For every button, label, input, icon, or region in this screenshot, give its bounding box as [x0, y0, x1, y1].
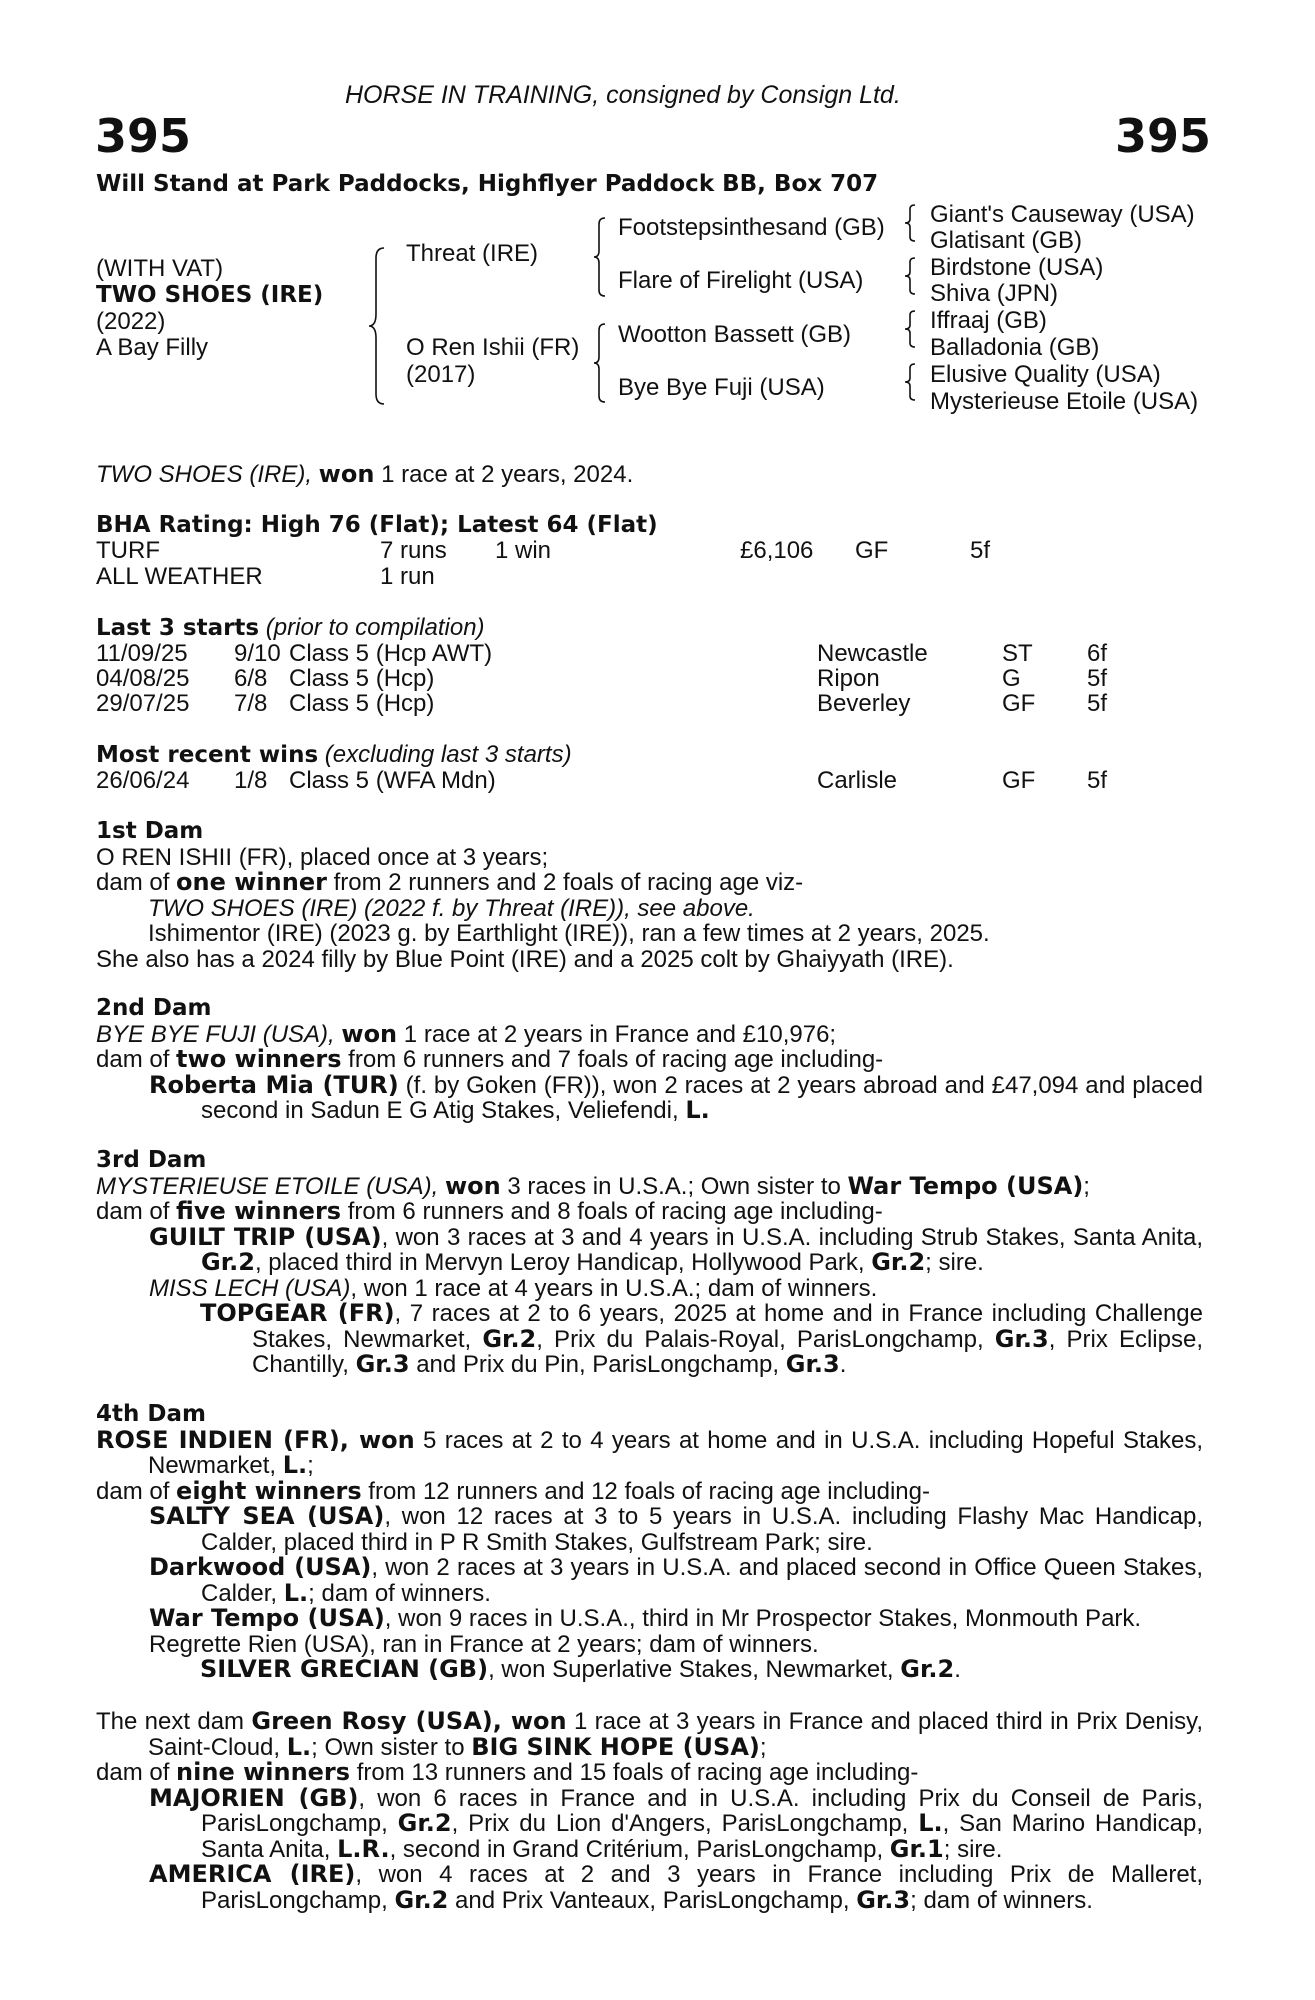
first-dam-heading: 1st Dam — [96, 818, 204, 844]
summary-horse-name: TWO SHOES (IRE), — [96, 461, 312, 488]
fourth-dam-section: 4th Dam ROSE INDIEN (FR), won 5 races at 2 to 4 years at home and in U.S.A. including Hopeful Stakes, Newmarket, L.; dam of eight winners from 12 runners and 12 foals of racing age including- SALTY SEA (USA), won 12 races at 3 to 5 years in U.S.A. including Flashy Mac Handicap, Calder, placed third in P R Smith Stakes, Gulfstream Park; sire. Darkwood (USA), won 2 races at 3 years in U.S.A. and placed second in Office Queen Stakes, Calder, L.; dam of winners. War Tempo (USA), won 9 races in U.S.A., third in Mr Prospector Stakes, Monmouth Park. Regrette Rien (USA), ran in France at 2 years; dam of winners. SILVER GRECIAN (GB), won Superlative Stakes, Newmarket, Gr.2. — [96, 1401, 1204, 1683]
turf-distance: 5f — [970, 537, 991, 564]
turf-label: TURF — [96, 537, 160, 564]
lot-number-right: 395 — [1115, 109, 1212, 163]
second-dam-section: 2nd Dam BYE BYE FUJI (USA), won 1 race at 2 years in France and £10,976; dam of two winners from 6 runners and 7 foals of racing age including- Roberta Mia (TUR) (f. by Goken (FR)), won 2 races at 2 years abroad and £47,094 and placed second in Sadun E G Atig Stakes, Veliefendi, L. — [96, 995, 1203, 1124]
pedigree-g4: Shiva (JPN) — [930, 280, 1059, 307]
fourth-dam-heading: 4th Dam — [96, 1401, 206, 1427]
summary-won: won — [318, 460, 375, 488]
lot-number-left: 395 — [95, 109, 192, 163]
pedigree-sire-sire: Footstepsinthesand (GB) — [618, 214, 885, 241]
catalogue-page: HORSE IN TRAINING, consigned by Consign Ltd. 395 395 Will Stand at Park Paddocks, Highflyer Paddock BB, Box 707 (WITH VAT) TWO SHOES (IRE) (2022) A Bay Filly Threat (IRE) O Ren Ishii (FR) (2017) Footstepsinthesand (GB) Flare of Firelight (USA) Wootton Bassett (GB) Bye Bye Fuji (USA) Giant's Causeway (USA) Glatisant (GB) Birdstone (USA) Shiva (JPN) Iffraaj (GB) Balladonia (GB) Elusive Quality (USA) Mysterieuse Etoile (USA) TWO SHOES (IRE), won 1 race at 2 years, 2024. BHA Rating: High 76 (Flat); Latest 64 (Flat) TURF 7 runs 1 win £6,106 GF 5f ALL WEATHER 1 run Last 3 starts (prior to compilation) 11/09/25 9/10 Class 5 (Hcp AWT) Newcastle ST 6f 04/08/25 6/8 Class 5 (Hcp) Ripon G 5f 29/07/25 7/8 Class 5 (Hcp) Beverley GF 5f Most recent wins (excluding last 3 starts) 26/06/24 1/8 Class 5 (WFA Mdn) Carlisle GF 5f 1st Dam O REN ISHII (FR), placed once at 3 years; dam of one winner from 2 runners and 2 foals of racing age viz- TWO SHOES (IRE) (2022 f. by Threat (IRE)), see above. Ishimentor (IRE) (2023 g. by Earthlight (IRE)), ran a few times at 2 years, 2025. She also has a 2024 filly by Blue Point (IRE) and a 2025 colt by Ghaiyyath (IRE). 2nd Dam BYE BYE FUJI (USA), won 1 race at 2 years in France and £10,976; dam of two winners from 6 runners and 7 foals of racing age including- Roberta Mia (TUR) (f. by Goken (FR)), won 2 races at 2 years abroad and £47,094 and placed second in Sadun E G Atig Stakes, Veliefendi, L. 3rd Dam MYSTERIEUSE ETOILE (USA), won 3 races in U.S.A.; Own sister to War Tempo (USA); dam of five winners from 6 runners and 8 foals of racing age including- GUILT TRIP (USA), won 3 races at 3 and 4 years in U.S.A. including Strub Stakes, Santa Anita, Gr.2, placed third in Mervyn Leroy Handicap, Hollywood Park, Gr.2; sire. MISS LECH (USA), won 1 race at 4 years in U.S.A.; dam of winners. TOPGEAR (FR), 7 races at 2 to 6 years, 2025 at home and in France including Challenge Stakes, Newmarket, Gr.2, Prix du Palais-Royal, ParisLongchamp, Gr.3, Prix Eclipse, Chantilly, Gr.3 and Prix du Pin, ParisLongchamp, Gr.3. 4th Dam ROSE INDIEN (FR), won 5 races at 2 to 4 years at home and in U.S.A. including Hopeful Stakes, Newmarket, L.; dam of eight winners from 12 runners and 12 foals of racing age including- SALTY SEA (USA), won 12 races at 3 to 5 years in U.S.A. including Flashy Mac Handicap, Calder, placed third in P R Smith Stakes, Gulfstream Park; sire. Darkwood (USA), won 2 races at 3 years in U.S.A. and placed second in Office Queen Stakes, Calder, L.; dam of winners. War Tempo (USA), won 9 races in U.S.A., third in Mr Prospector Stakes, Monmouth Park. Regrette Rien (USA), ran in France at 2 years; dam of winners. SILVER GRECIAN (GB), won Superlative Stakes, Newmarket, Gr.2. The next dam Green Rosy (USA), won 1 race at 3 years in France and placed third in Prix Denisy, Saint-Cloud, L.; Own sister to BIG SINK HOPE (USA); dam of nine winners from 13 runners and 15 foals of racing age including- MAJORIEN (GB), won 6 races in France and in U.S.A. including Prix du Conseil de Paris, ParisLongchamp, Gr.2, Prix du Lion d'Angers, ParisLongchamp, L., San Marino Handicap, Santa Anita, L.R., second in Grand Critérium, ParisLongchamp, Gr.1; sire. AMERICA (IRE), won 4 races at 2 and 3 years in France including Prix de Malleret, ParisLongchamp, Gr.2 and Prix Vanteaux, ParisLongchamp, Gr.3; dam of winners. — [95, 81, 1212, 1914]
bha-rating-title: BHA Rating: High 76 (Flat); Latest 64 (Flat) — [96, 512, 658, 538]
horse-name: TWO SHOES (IRE) — [96, 282, 324, 308]
horse-year: (2022) — [96, 308, 166, 335]
horse-description: A Bay Filly — [96, 334, 209, 361]
summary-rest: 1 race at 2 years, 2024. — [374, 461, 634, 488]
consignment-line: HORSE IN TRAINING, consigned by Consign Ltd. — [345, 81, 901, 109]
pedigree-brace-sire — [592, 216, 608, 298]
turf-runs: 7 runs — [380, 537, 447, 564]
pedigree-g6: Balladonia (GB) — [930, 334, 1100, 361]
pedigree-dam-sire: Wootton Bassett (GB) — [618, 321, 851, 348]
second-dam-heading: 2nd Dam — [96, 995, 212, 1021]
vat-note: (WITH VAT) — [96, 255, 224, 282]
pedigree-g5: Iffraaj (GB) — [930, 307, 1047, 334]
first-dam-section: 1st Dam O REN ISHII (FR), placed once at 3 years; dam of one winner from 2 runners and 2 foals of racing age viz- TWO SHOES (IRE) (2022 f. by Threat (IRE)), see above. Ishimentor (IRE) (2023 g. by Earthlight (IRE)), ran a few times at 2 years, 2025. She also has a 2024 filly by Blue Point (IRE) and a 2025 colt by Ghaiyyath (IRE). — [96, 819, 1203, 972]
pedigree-sire-dam: Flare of Firelight (USA) — [618, 267, 864, 294]
last-3-starts-heading: Last 3 starts (prior to compilation) — [96, 614, 485, 641]
turf-prize: £6,106 — [740, 537, 814, 564]
race-summary — [96, 462, 633, 487]
pedigree-g1: Giant's Causeway (USA) — [930, 201, 1195, 228]
pedigree-brace-main — [366, 246, 388, 406]
pedigree-dam-dam: Bye Bye Fuji (USA) — [618, 374, 825, 401]
pedigree-brace-g34 — [903, 256, 917, 296]
recent-wins-heading: Most recent wins (excluding last 3 starts) — [96, 741, 572, 768]
turf-wins: 1 win — [495, 537, 552, 564]
next-dam-section: The next dam Green Rosy (USA), won 1 race at 3 years in France and placed third in Prix Denisy, Saint-Cloud, L.; Own sister to BIG SINK HOPE (USA); dam of nine winners from 13 runners and 15 foals of racing age including- MAJORIEN (GB), won 6 races in France and in U.S.A. including Prix du Conseil de Paris, ParisLongchamp, Gr.2, Prix du Lion d'Angers, ParisLongchamp, L., San Marino Handicap, Santa Anita, L.R., second in Grand Critérium, ParisLongchamp, Gr.1; sire. AMERICA (IRE), won 4 races at 2 and 3 years in France including Prix de Malleret, ParisLongchamp, Gr.2 and Prix Vanteaux, ParisLongchamp, Gr.3; dam of winners. — [96, 1707, 1204, 1914]
pedigree-g7: Elusive Quality (USA) — [930, 361, 1161, 388]
stand-location: Will Stand at Park Paddocks, Highflyer Paddock BB, Box 707 — [96, 171, 879, 197]
third-dam-section: 3rd Dam MYSTERIEUSE ETOILE (USA), won 3 races in U.S.A.; Own sister to War Tempo (USA); dam of five winners from 6 runners and 8 foals of racing age including- GUILT TRIP (USA), won 3 races at 3 and 4 years in U.S.A. including Strub Stakes, Santa Anita, Gr.2, placed third in Mervyn Leroy Handicap, Hollywood Park, Gr.2; sire. MISS LECH (USA), won 1 race at 4 years in U.S.A.; dam of winners. TOPGEAR (FR), 7 races at 2 to 6 years, 2025 at home and in France including Challenge Stakes, Newmarket, Gr.2, Prix du Palais-Royal, ParisLongchamp, Gr.3, Prix Eclipse, Chantilly, Gr.3 and Prix du Pin, ParisLongchamp, Gr.3. — [96, 1147, 1203, 1378]
third-dam-heading: 3rd Dam — [96, 1147, 207, 1173]
pedigree-brace-g78 — [903, 362, 917, 402]
pedigree-sire: Threat (IRE) — [406, 240, 539, 267]
all-weather-runs: 1 run — [380, 563, 435, 590]
pedigree-dam: O Ren Ishii (FR) — [406, 334, 580, 361]
pedigree-brace-dam — [592, 322, 608, 404]
pedigree-g3: Birdstone (USA) — [930, 254, 1104, 281]
pedigree-brace-g56 — [903, 309, 917, 349]
pedigree-g2: Glatisant (GB) — [930, 227, 1083, 254]
pedigree-dam-year: (2017) — [406, 361, 476, 388]
turf-going: GF — [855, 537, 889, 564]
pedigree-brace-g12 — [903, 203, 917, 243]
all-weather-label: ALL WEATHER — [96, 563, 263, 590]
pedigree-g8: Mysterieuse Etoile (USA) — [930, 388, 1199, 415]
